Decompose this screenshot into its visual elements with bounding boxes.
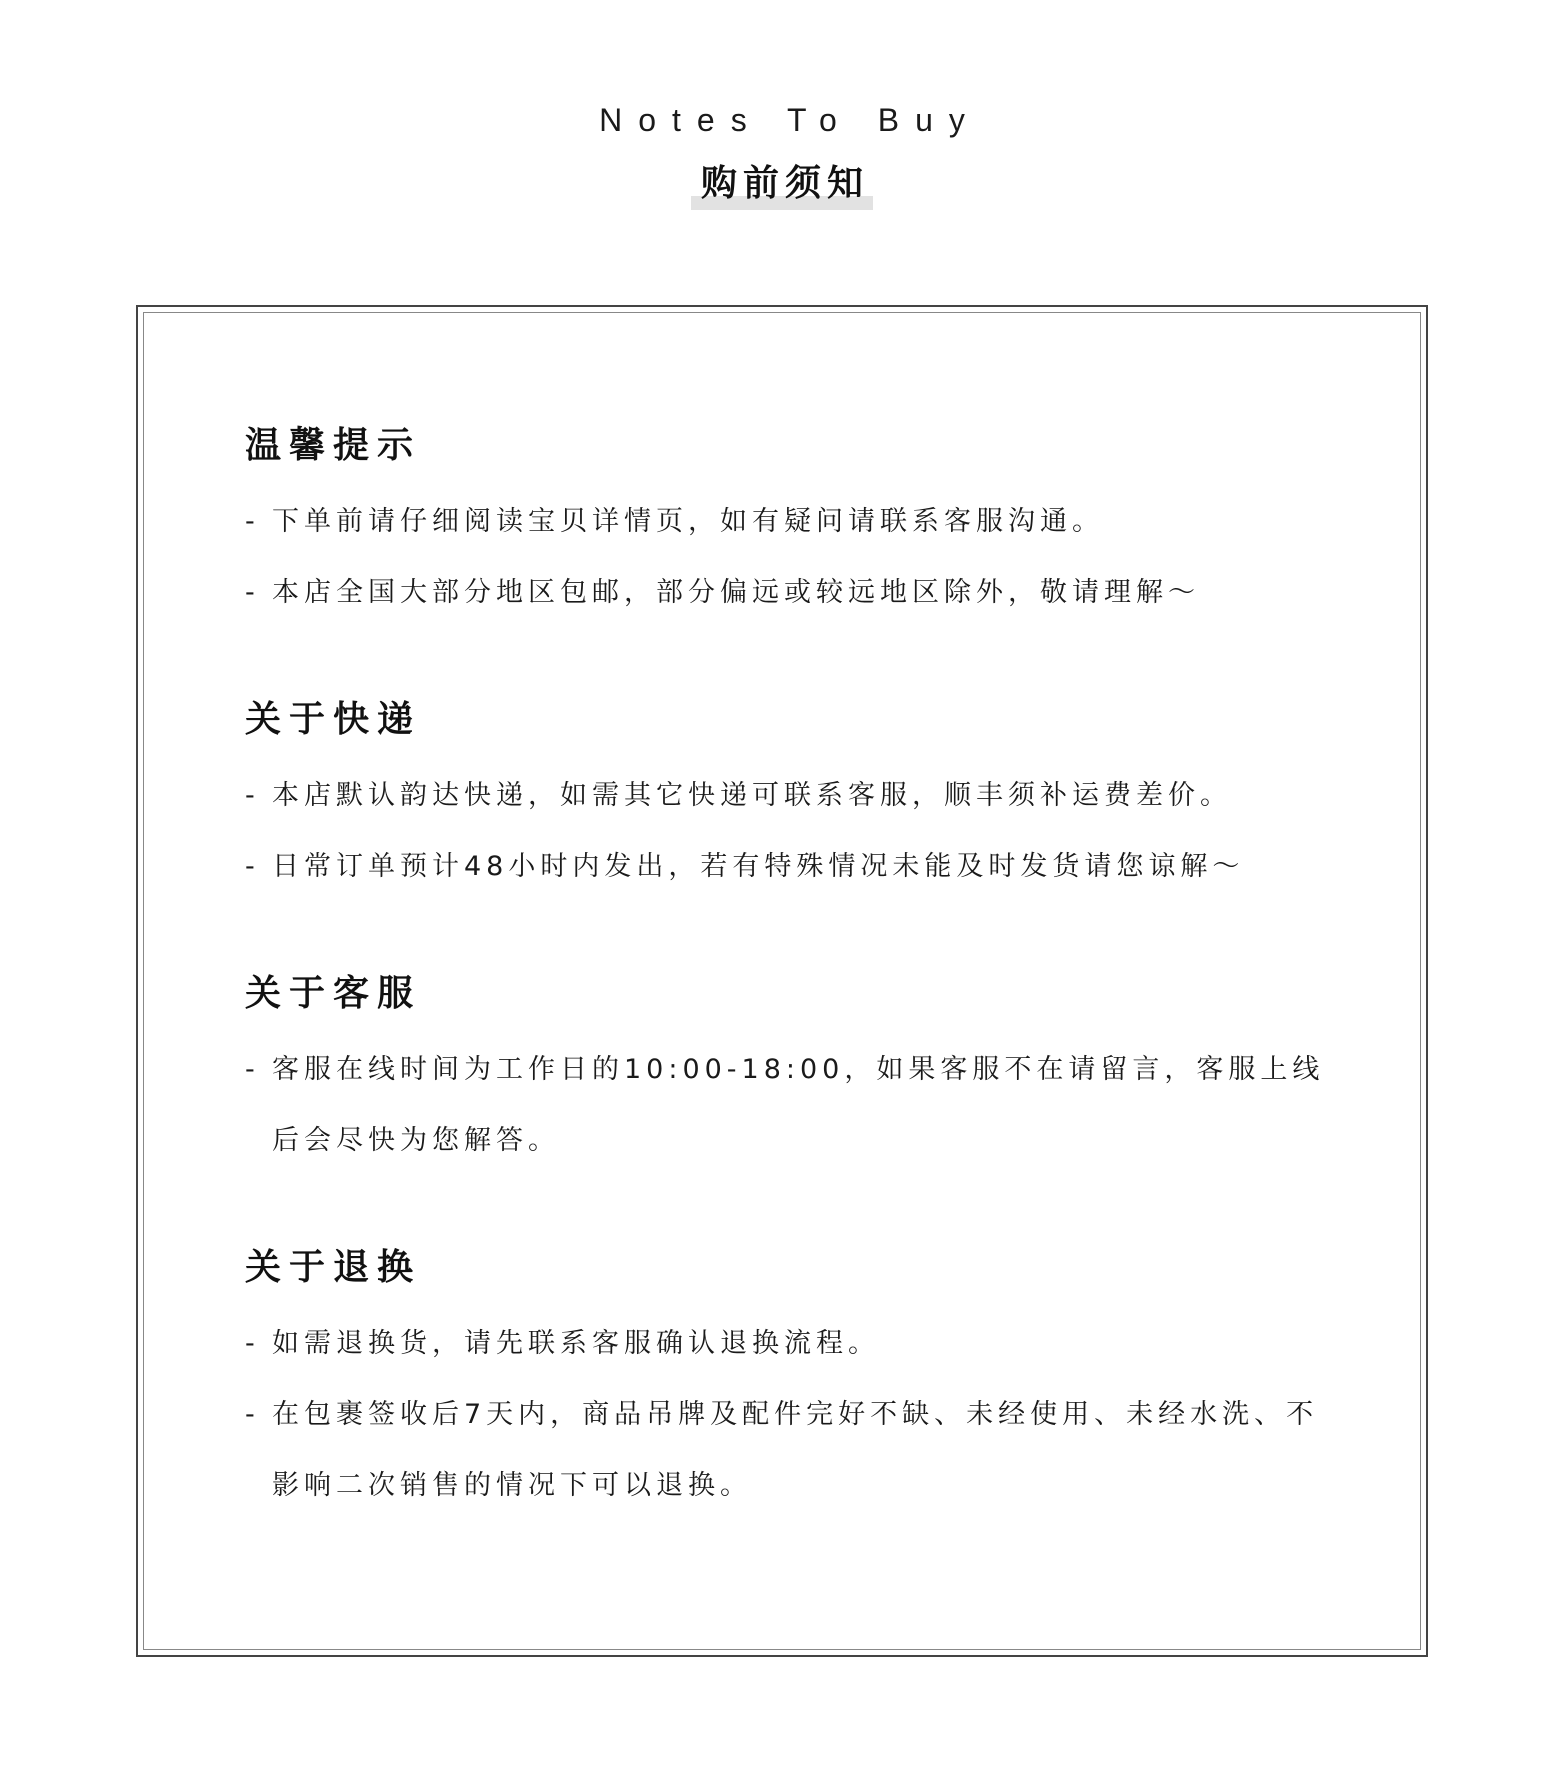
section-title: 关于快递 [245, 699, 422, 740]
list-item [245, 1034, 1345, 1176]
notes-content [245, 420, 1345, 1521]
bullet-dash: - [245, 577, 260, 608]
list-item-text: 本店全国大部分地区包邮，部分偏远或较远地区除外，敬请理解～ [272, 577, 1200, 608]
page-title-wrap [695, 162, 869, 206]
list-item-text: 如需退换货，请先联系客服确认退换流程。 [272, 1328, 880, 1359]
section-tips [245, 420, 1345, 628]
list-item [245, 831, 1345, 902]
bullet-dash: - [245, 1054, 260, 1085]
section-shipping [245, 694, 1345, 902]
list-item [245, 557, 1345, 628]
list-item [245, 1379, 1345, 1521]
list-item [245, 1308, 1345, 1379]
list-item-text: 客服在线时间为工作日的10:00-18:00，如果客服不在请留言，客服上线后会尽快为您解答。 [272, 1054, 1325, 1156]
bullet-dash: - [245, 851, 260, 882]
list-item [245, 760, 1345, 831]
list-item-text: 日常订单预计48小时内发出，若有特殊情况未能及时发货请您谅解～ [272, 851, 1245, 882]
bullet-dash: - [245, 1328, 260, 1359]
section-title: 温馨提示 [245, 425, 422, 466]
page-title: 购前须知 [700, 163, 869, 204]
page-header [0, 100, 1564, 206]
section-title: 关于退换 [245, 1247, 422, 1288]
bullet-dash: - [245, 780, 260, 811]
bullet-dash: - [245, 506, 260, 537]
list-item-text: 本店默认韵达快递，如需其它快递可联系客服，顺丰须补运费差价。 [272, 780, 1232, 811]
list-item [245, 486, 1345, 557]
section-returns [245, 1242, 1345, 1521]
page-subtitle-en: Notes To Buy [599, 102, 981, 138]
section-customer-service [245, 968, 1345, 1176]
bullet-dash: - [245, 1399, 260, 1430]
section-title: 关于客服 [245, 973, 422, 1014]
list-item-text: 在包裹签收后7天内，商品吊牌及配件完好不缺、未经使用、未经水洗、不影响二次销售的情况下可以退换。 [272, 1399, 1319, 1501]
list-item-text: 下单前请仔细阅读宝贝详情页，如有疑问请联系客服沟通。 [272, 506, 1104, 537]
